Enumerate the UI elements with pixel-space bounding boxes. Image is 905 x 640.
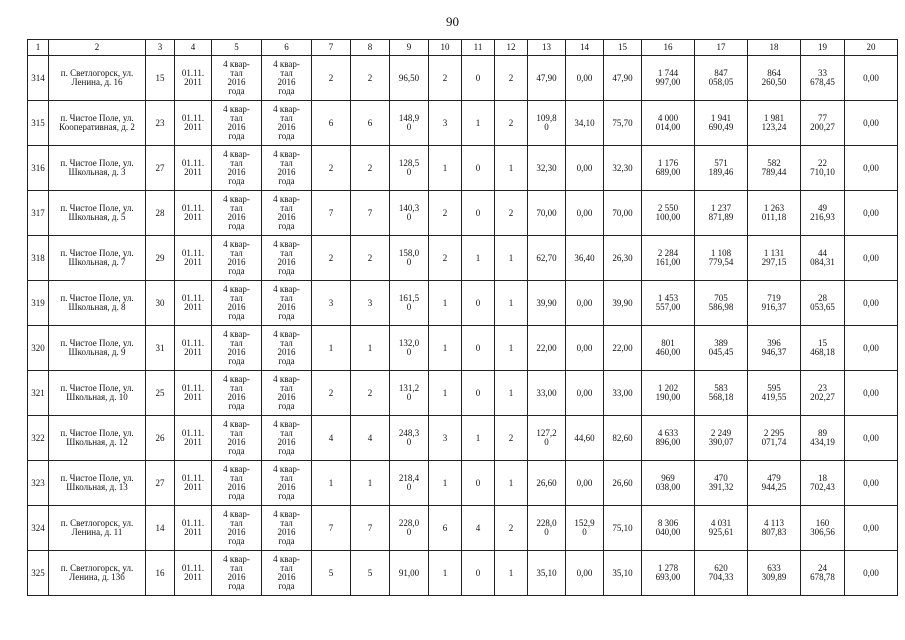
cell-col-13: 39,90 <box>528 281 566 326</box>
cell-col-14: 0,00 <box>566 551 604 596</box>
cell-col-6: 4 квар- тал 2016 года <box>262 146 312 191</box>
cell-col-7: 1 <box>312 326 351 371</box>
cell-col-5: 4 квар- тал 2016 года <box>212 281 262 326</box>
cell-col-18: 4 113 807,83 <box>748 506 801 551</box>
cell-col-8: 1 <box>351 461 390 506</box>
cell-col-20: 0,00 <box>845 371 898 416</box>
cell-col-16: 1 453 557,00 <box>642 281 695 326</box>
table-row <box>28 506 898 551</box>
cell-col-8: 2 <box>351 56 390 101</box>
cell-col-13: 35,10 <box>528 551 566 596</box>
cell-col-12: 2 <box>495 416 528 461</box>
cell-col-4: 01.11. 2011 <box>175 461 212 506</box>
cell-col-16: 1 744 997,00 <box>642 56 695 101</box>
cell-col-1: 323 <box>28 461 49 506</box>
cell-col-3: 16 <box>146 551 175 596</box>
cell-col-15: 75,70 <box>604 101 642 146</box>
cell-col-7: 3 <box>312 281 351 326</box>
cell-col-20: 0,00 <box>845 326 898 371</box>
cell-col-13: 127,2 0 <box>528 416 566 461</box>
cell-col-5: 4 квар- тал 2016 года <box>212 371 262 416</box>
cell-col-11: 1 <box>462 236 495 281</box>
cell-col-20: 0,00 <box>845 56 898 101</box>
cell-col-9: 128,5 0 <box>390 146 429 191</box>
cell-col-2: п. Чистое Поле, ул. Школьная, д. 8 <box>49 281 146 326</box>
cell-col-5: 4 квар- тал 2016 года <box>212 146 262 191</box>
cell-col-7: 2 <box>312 56 351 101</box>
cell-col-6: 4 квар- тал 2016 года <box>262 506 312 551</box>
cell-col-6: 4 квар- тал 2016 года <box>262 56 312 101</box>
cell-col-12: 2 <box>495 191 528 236</box>
cell-col-15: 32,30 <box>604 146 642 191</box>
cell-col-17: 1 237 871,89 <box>695 191 748 236</box>
cell-col-8: 3 <box>351 281 390 326</box>
cell-col-11: 0 <box>462 551 495 596</box>
cell-col-18: 719 916,37 <box>748 281 801 326</box>
cell-col-13: 22,00 <box>528 326 566 371</box>
cell-col-15: 26,30 <box>604 236 642 281</box>
cell-col-4: 01.11. 2011 <box>175 416 212 461</box>
cell-col-14: 0,00 <box>566 281 604 326</box>
cell-col-19: 77 200,27 <box>801 101 845 146</box>
cell-col-20: 0,00 <box>845 461 898 506</box>
cell-col-1: 321 <box>28 371 49 416</box>
cell-col-16: 1 176 689,00 <box>642 146 695 191</box>
cell-col-8: 1 <box>351 326 390 371</box>
cell-col-13: 32,30 <box>528 146 566 191</box>
cell-col-12: 2 <box>495 56 528 101</box>
cell-col-7: 7 <box>312 191 351 236</box>
cell-col-17: 1 941 690,49 <box>695 101 748 146</box>
cell-col-20: 0,00 <box>845 191 898 236</box>
cell-col-9: 132,0 0 <box>390 326 429 371</box>
cell-col-10: 2 <box>429 56 462 101</box>
cell-col-2: п. Чистое Поле, ул. Школьная, д. 3 <box>49 146 146 191</box>
cell-col-5: 4 квар- тал 2016 года <box>212 416 262 461</box>
cell-col-4: 01.11. 2011 <box>175 191 212 236</box>
cell-col-10: 1 <box>429 146 462 191</box>
column-header-4: 4 <box>175 40 212 56</box>
cell-col-3: 25 <box>146 371 175 416</box>
cell-col-15: 39,90 <box>604 281 642 326</box>
table-row <box>28 416 898 461</box>
cell-col-16: 4 633 896,00 <box>642 416 695 461</box>
cell-col-14: 0,00 <box>566 146 604 191</box>
cell-col-13: 47,90 <box>528 56 566 101</box>
cell-col-9: 228,0 0 <box>390 506 429 551</box>
cell-col-16: 4 000 014,00 <box>642 101 695 146</box>
cell-col-11: 0 <box>462 326 495 371</box>
table-row <box>28 236 898 281</box>
cell-col-18: 479 944,25 <box>748 461 801 506</box>
cell-col-16: 801 460,00 <box>642 326 695 371</box>
cell-col-1: 320 <box>28 326 49 371</box>
table-row <box>28 191 898 236</box>
cell-col-1: 324 <box>28 506 49 551</box>
cell-col-10: 2 <box>429 236 462 281</box>
cell-col-9: 248,3 0 <box>390 416 429 461</box>
cell-col-10: 3 <box>429 101 462 146</box>
cell-col-9: 148,9 0 <box>390 101 429 146</box>
cell-col-19: 44 084,31 <box>801 236 845 281</box>
cell-col-4: 01.11. 2011 <box>175 506 212 551</box>
cell-col-20: 0,00 <box>845 236 898 281</box>
page-number: 90 <box>446 14 459 29</box>
cell-col-2: п. Чистое Поле, ул. Школьная, д. 12 <box>49 416 146 461</box>
cell-col-17: 571 189,46 <box>695 146 748 191</box>
cell-col-14: 0,00 <box>566 371 604 416</box>
column-header-2: 2 <box>49 40 146 56</box>
cell-col-12: 2 <box>495 506 528 551</box>
cell-col-15: 26,60 <box>604 461 642 506</box>
cell-col-17: 389 045,45 <box>695 326 748 371</box>
cell-col-5: 4 квар- тал 2016 года <box>212 191 262 236</box>
column-header-18: 18 <box>748 40 801 56</box>
cell-col-7: 1 <box>312 461 351 506</box>
cell-col-10: 1 <box>429 371 462 416</box>
cell-col-18: 396 946,37 <box>748 326 801 371</box>
cell-col-8: 2 <box>351 371 390 416</box>
cell-col-9: 140,3 0 <box>390 191 429 236</box>
cell-col-1: 314 <box>28 56 49 101</box>
cell-col-13: 70,00 <box>528 191 566 236</box>
cell-col-14: 36,40 <box>566 236 604 281</box>
column-header-9: 9 <box>390 40 429 56</box>
column-header-6: 6 <box>262 40 312 56</box>
cell-col-4: 01.11. 2011 <box>175 236 212 281</box>
cell-col-5: 4 квар- тал 2016 года <box>212 236 262 281</box>
cell-col-5: 4 квар- тал 2016 года <box>212 326 262 371</box>
cell-col-6: 4 квар- тал 2016 года <box>262 236 312 281</box>
column-header-15: 15 <box>604 40 642 56</box>
cell-col-1: 315 <box>28 101 49 146</box>
cell-col-11: 1 <box>462 101 495 146</box>
cell-col-5: 4 квар- тал 2016 года <box>212 101 262 146</box>
cell-col-8: 4 <box>351 416 390 461</box>
cell-col-6: 4 квар- тал 2016 года <box>262 551 312 596</box>
column-header-5: 5 <box>212 40 262 56</box>
cell-col-11: 0 <box>462 461 495 506</box>
table-row <box>28 551 898 596</box>
cell-col-17: 2 249 390,07 <box>695 416 748 461</box>
cell-col-6: 4 квар- тал 2016 года <box>262 371 312 416</box>
cell-col-10: 3 <box>429 416 462 461</box>
column-header-20: 20 <box>845 40 898 56</box>
cell-col-20: 0,00 <box>845 146 898 191</box>
cell-col-11: 0 <box>462 371 495 416</box>
cell-col-15: 33,00 <box>604 371 642 416</box>
column-header-13: 13 <box>528 40 566 56</box>
cell-col-2: п. Чистое Поле, ул. Кооперативная, д. 2 <box>49 101 146 146</box>
table-row <box>28 56 898 101</box>
cell-col-19: 33 678,45 <box>801 56 845 101</box>
table-row <box>28 101 898 146</box>
cell-col-19: 15 468,18 <box>801 326 845 371</box>
cell-col-14: 0,00 <box>566 461 604 506</box>
cell-col-20: 0,00 <box>845 101 898 146</box>
cell-col-9: 96,50 <box>390 56 429 101</box>
cell-col-5: 4 квар- тал 2016 года <box>212 506 262 551</box>
cell-col-17: 470 391,32 <box>695 461 748 506</box>
column-header-10: 10 <box>429 40 462 56</box>
cell-col-14: 34,10 <box>566 101 604 146</box>
cell-col-6: 4 квар- тал 2016 года <box>262 191 312 236</box>
cell-col-2: п. Чистое Поле, ул. Школьная, д. 5 <box>49 191 146 236</box>
column-header-19: 19 <box>801 40 845 56</box>
cell-col-16: 2 550 100,00 <box>642 191 695 236</box>
cell-col-12: 1 <box>495 281 528 326</box>
cell-col-17: 1 108 779,54 <box>695 236 748 281</box>
table-row <box>28 281 898 326</box>
cell-col-10: 2 <box>429 191 462 236</box>
column-header-16: 16 <box>642 40 695 56</box>
cell-col-18: 864 260,50 <box>748 56 801 101</box>
cell-col-14: 44,60 <box>566 416 604 461</box>
column-header-12: 12 <box>495 40 528 56</box>
cell-col-4: 01.11. 2011 <box>175 56 212 101</box>
cell-col-12: 2 <box>495 101 528 146</box>
cell-col-11: 0 <box>462 191 495 236</box>
cell-col-17: 4 031 925,61 <box>695 506 748 551</box>
column-header-3: 3 <box>146 40 175 56</box>
cell-col-13: 33,00 <box>528 371 566 416</box>
cell-col-4: 01.11. 2011 <box>175 326 212 371</box>
cell-col-1: 318 <box>28 236 49 281</box>
cell-col-7: 2 <box>312 371 351 416</box>
cell-col-2: п. Чистое Поле, ул. Школьная, д. 9 <box>49 326 146 371</box>
cell-col-2: п. Светлогорск, ул. Ленина, д. 13б <box>49 551 146 596</box>
cell-col-3: 29 <box>146 236 175 281</box>
column-header-7: 7 <box>312 40 351 56</box>
column-header-14: 14 <box>566 40 604 56</box>
cell-col-6: 4 квар- тал 2016 года <box>262 326 312 371</box>
cell-col-4: 01.11. 2011 <box>175 551 212 596</box>
cell-col-7: 6 <box>312 101 351 146</box>
cell-col-7: 2 <box>312 236 351 281</box>
cell-col-7: 5 <box>312 551 351 596</box>
cell-col-10: 1 <box>429 461 462 506</box>
table-row <box>28 371 898 416</box>
cell-col-8: 6 <box>351 101 390 146</box>
cell-col-15: 75,10 <box>604 506 642 551</box>
table-row <box>28 146 898 191</box>
cell-col-16: 2 284 161,00 <box>642 236 695 281</box>
cell-col-15: 22,00 <box>604 326 642 371</box>
cell-col-18: 2 295 071,74 <box>748 416 801 461</box>
column-header-1: 1 <box>28 40 49 56</box>
cell-col-6: 4 квар- тал 2016 года <box>262 416 312 461</box>
cell-col-19: 22 710,10 <box>801 146 845 191</box>
cell-col-3: 26 <box>146 416 175 461</box>
cell-col-3: 27 <box>146 146 175 191</box>
cell-col-12: 1 <box>495 236 528 281</box>
cell-col-20: 0,00 <box>845 506 898 551</box>
cell-col-1: 317 <box>28 191 49 236</box>
cell-col-19: 89 434,19 <box>801 416 845 461</box>
cell-col-18: 1 263 011,18 <box>748 191 801 236</box>
cell-col-19: 49 216,93 <box>801 191 845 236</box>
cell-col-11: 4 <box>462 506 495 551</box>
cell-col-20: 0,00 <box>845 551 898 596</box>
cell-col-2: п. Чистое Поле, ул. Школьная, д. 7 <box>49 236 146 281</box>
cell-col-11: 0 <box>462 146 495 191</box>
cell-col-9: 161,5 0 <box>390 281 429 326</box>
cell-col-14: 0,00 <box>566 326 604 371</box>
cell-col-11: 1 <box>462 416 495 461</box>
cell-col-1: 325 <box>28 551 49 596</box>
cell-col-5: 4 квар- тал 2016 года <box>212 56 262 101</box>
cell-col-20: 0,00 <box>845 416 898 461</box>
cell-col-4: 01.11. 2011 <box>175 281 212 326</box>
cell-col-8: 2 <box>351 146 390 191</box>
cell-col-19: 160 306,56 <box>801 506 845 551</box>
cell-col-13: 62,70 <box>528 236 566 281</box>
cell-col-6: 4 квар- тал 2016 года <box>262 461 312 506</box>
cell-col-19: 24 678,78 <box>801 551 845 596</box>
cell-col-2: п. Светлогорск, ул. Ленина, д. 11 <box>49 506 146 551</box>
cell-col-7: 4 <box>312 416 351 461</box>
cell-col-18: 633 309,89 <box>748 551 801 596</box>
column-header-17: 17 <box>695 40 748 56</box>
cell-col-19: 23 202,27 <box>801 371 845 416</box>
column-header-11: 11 <box>462 40 495 56</box>
cell-col-6: 4 квар- тал 2016 года <box>262 281 312 326</box>
column-header-8: 8 <box>351 40 390 56</box>
cell-col-2: п. Светлогорск, ул. Ленина, д. 16 <box>49 56 146 101</box>
cell-col-16: 1 278 693,00 <box>642 551 695 596</box>
cell-col-10: 6 <box>429 506 462 551</box>
cell-col-9: 158,0 0 <box>390 236 429 281</box>
cell-col-3: 23 <box>146 101 175 146</box>
cell-col-17: 705 586,98 <box>695 281 748 326</box>
cell-col-7: 7 <box>312 506 351 551</box>
cell-col-11: 0 <box>462 281 495 326</box>
table-row <box>28 326 898 371</box>
cell-col-5: 4 квар- тал 2016 года <box>212 461 262 506</box>
cell-col-13: 26,60 <box>528 461 566 506</box>
cell-col-3: 14 <box>146 506 175 551</box>
header-row <box>28 40 898 56</box>
cell-col-16: 1 202 190,00 <box>642 371 695 416</box>
cell-col-15: 35,10 <box>604 551 642 596</box>
cell-col-4: 01.11. 2011 <box>175 101 212 146</box>
cell-col-18: 595 419,55 <box>748 371 801 416</box>
cell-col-19: 28 053,65 <box>801 281 845 326</box>
cell-col-2: п. Чистое Поле, ул. Школьная, д. 13 <box>49 461 146 506</box>
cell-col-17: 620 704,33 <box>695 551 748 596</box>
cell-col-4: 01.11. 2011 <box>175 371 212 416</box>
cell-col-12: 1 <box>495 371 528 416</box>
cell-col-12: 1 <box>495 326 528 371</box>
cell-col-3: 15 <box>146 56 175 101</box>
cell-col-12: 1 <box>495 551 528 596</box>
cell-col-8: 7 <box>351 506 390 551</box>
cell-col-19: 18 702,43 <box>801 461 845 506</box>
cell-col-8: 7 <box>351 191 390 236</box>
cell-col-8: 2 <box>351 236 390 281</box>
cell-col-13: 109,8 0 <box>528 101 566 146</box>
cell-col-9: 131,2 0 <box>390 371 429 416</box>
cell-col-9: 218,4 0 <box>390 461 429 506</box>
housing-table <box>27 39 898 596</box>
cell-col-13: 228,0 0 <box>528 506 566 551</box>
cell-col-16: 8 306 040,00 <box>642 506 695 551</box>
cell-col-18: 582 789,44 <box>748 146 801 191</box>
cell-col-17: 847 058,05 <box>695 56 748 101</box>
cell-col-4: 01.11. 2011 <box>175 146 212 191</box>
cell-col-7: 2 <box>312 146 351 191</box>
cell-col-18: 1 981 123,24 <box>748 101 801 146</box>
cell-col-18: 1 131 297,15 <box>748 236 801 281</box>
cell-col-10: 1 <box>429 281 462 326</box>
cell-col-6: 4 квар- тал 2016 года <box>262 101 312 146</box>
table-row <box>28 461 898 506</box>
cell-col-15: 47,90 <box>604 56 642 101</box>
cell-col-16: 969 038,00 <box>642 461 695 506</box>
cell-col-12: 1 <box>495 461 528 506</box>
cell-col-3: 30 <box>146 281 175 326</box>
cell-col-8: 5 <box>351 551 390 596</box>
cell-col-9: 91,00 <box>390 551 429 596</box>
cell-col-14: 0,00 <box>566 56 604 101</box>
cell-col-14: 152,9 0 <box>566 506 604 551</box>
cell-col-2: п. Чистое Поле, ул. Школьная, д. 10 <box>49 371 146 416</box>
cell-col-14: 0,00 <box>566 191 604 236</box>
cell-col-1: 316 <box>28 146 49 191</box>
cell-col-20: 0,00 <box>845 281 898 326</box>
cell-col-5: 4 квар- тал 2016 года <box>212 551 262 596</box>
cell-col-15: 70,00 <box>604 191 642 236</box>
cell-col-10: 1 <box>429 551 462 596</box>
cell-col-3: 31 <box>146 326 175 371</box>
cell-col-3: 27 <box>146 461 175 506</box>
cell-col-12: 1 <box>495 146 528 191</box>
cell-col-11: 0 <box>462 56 495 101</box>
cell-col-10: 1 <box>429 326 462 371</box>
cell-col-17: 583 568,18 <box>695 371 748 416</box>
cell-col-1: 319 <box>28 281 49 326</box>
cell-col-3: 28 <box>146 191 175 236</box>
cell-col-15: 82,60 <box>604 416 642 461</box>
cell-col-1: 322 <box>28 416 49 461</box>
